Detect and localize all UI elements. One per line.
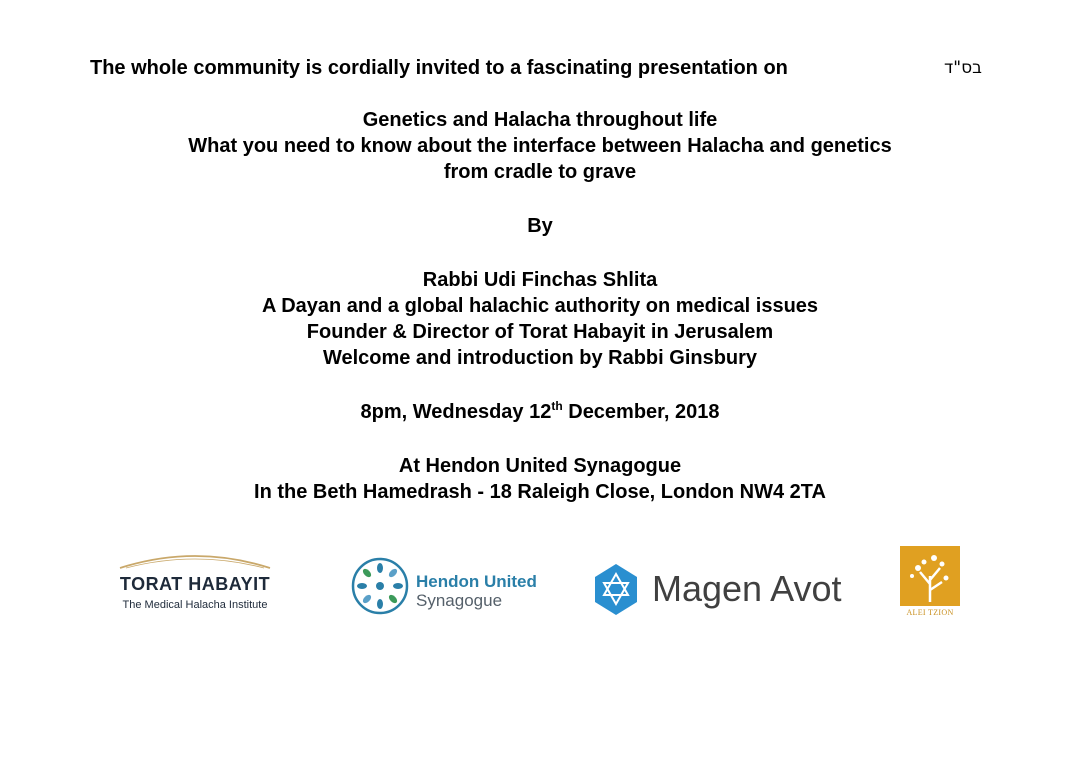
star-of-david-icon xyxy=(592,562,640,618)
torat-habayit-logo xyxy=(112,546,278,618)
invitation-intro: The whole community is cordially invited to a fascinating presentation on xyxy=(90,57,788,79)
welcome-line: Welcome and introduction by Rabbi Ginsbury xyxy=(322,347,758,369)
topic-title: Genetics and Halacha throughout life xyxy=(362,109,718,131)
tree-icon xyxy=(900,546,960,606)
torat-subtitle: The Medical Halacha Institute xyxy=(122,599,268,611)
torat-title: TORAT HABAYIT xyxy=(119,574,271,594)
topic-subtitle-line2: from cradle to grave xyxy=(443,161,637,183)
alei-tzion-box xyxy=(900,546,960,606)
roof-arc-icon xyxy=(112,546,278,572)
topic-subtitle-line1: What you need to know about the interface between Halacha and genetics xyxy=(188,135,892,157)
speaker-position: Founder & Director of Torat Habayit in Jerusalem xyxy=(306,321,774,343)
bsd-mark: בס"ד xyxy=(944,58,982,78)
speaker-role: A Dayan and a global halachic authority on medical issues xyxy=(261,295,819,317)
date-prefix: 8pm, Wednesday 12 xyxy=(360,401,552,423)
hendon-name-line1: Hendon United xyxy=(416,572,537,591)
alei-tzion-text: ALEI TZION xyxy=(906,608,954,617)
event-date xyxy=(0,400,1080,424)
tree-circle-icon xyxy=(350,556,410,616)
alei-tzion-logo xyxy=(900,546,964,620)
by-label: By xyxy=(527,215,553,237)
hendon-name-line2: Synagogue xyxy=(416,591,503,610)
venue-line2: In the Beth Hamedrash - 18 Raleigh Close, London NW4 2TA xyxy=(254,481,826,503)
venue-line1: At Hendon United Synagogue xyxy=(398,455,682,477)
magen-avot-logo xyxy=(592,560,862,620)
date-ordinal: th xyxy=(551,399,563,413)
hendon-united-logo xyxy=(350,556,550,616)
magen-avot-text: Magen Avot xyxy=(652,568,842,609)
speaker-name: Rabbi Udi Finchas Shlita xyxy=(422,269,658,291)
date-rest: December, 2018 xyxy=(562,401,720,423)
